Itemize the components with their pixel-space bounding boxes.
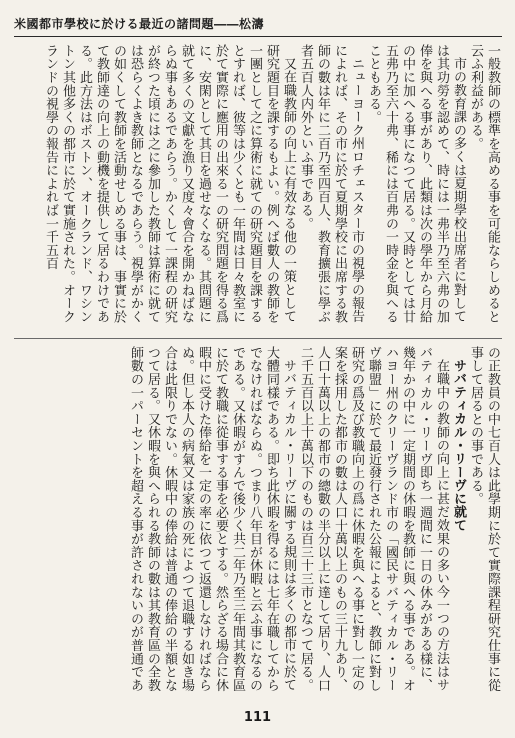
paragraph: 一般教師の標準を高める事を可能ならしめると云ふ利益がある。 [468, 44, 500, 324]
lower-text-block [13, 346, 501, 696]
paragraph: ニューヨーク州ロチェスター市の視學の報告によれば、その市に於て夏期學校に出席する教師の數は年に二百乃至四百人、教育擴張に學ぶ者五百人内外といふ事である。 [298, 44, 364, 324]
paragraph: の正教員の中七百人は此學期に於て實際課程研究仕事に從事して居るとの事である。 [468, 346, 500, 692]
paragraph: 在職中の教師の向上に甚だ效果の多い今一つの方法はサバティカル・リーヴ即ち一週間に一日の休みがある樣に、幾年かの中に一定期間の休暇を教師に與へる事である。オハヨー州のクリーヴランド市の「國民サバティカル・リーヴ聯盟」に於て最近發行された公報によると、教師に對し研究の爲及び教職向上の爲に休暇を與へる事に對し一定の案を採用した都市の數は人口十萬以上のもの三十九あり、人口十萬以上の都市の總數の半分以上に達して居り、人口二千五百以上十萬以下のものは百三十三市となつて居る。 [298, 346, 449, 692]
section-divider [14, 338, 502, 339]
paragraph: 又在職教師の向上に有效なる他の一策として研究題目を課するもよい。例へば數人の教師を一團として之に算術に就ての研究題目を課するとすれば、彼等は少くとも一年間は日々教室に於て實際に應用の出來る一の研究問題を得る爲に、安閑として其日を過せなくなる。其問題に就て多くの文獻を漁り又度々會合を開かねばならぬ事もあるであらう。かくして一課程の研究が終つた頃には之に參加した教師は算術に就ては恐らくよき教師となるであらう。視學がかくの如くして教師を活動せしめる事は、事實に於て教師達の向上の動機を提供して居るわけである。此方法はボストン、オークランド、ワシントン其他多くの都市に於て實施された。オークランドの視學の報告によれば一千五百 [43, 44, 296, 324]
page-number: 111 [243, 710, 272, 725]
paragraph: 市の教育課の多くは夏期學校出席者に對しては其功勞を認めて、時には一弗半乃至六弗の加俸を與へる事があり、此類は次の學年から月給の中に加へる事になつて居る。又時としては廿五弗乃至六十弗、稀には百弗の一時金を與へることもある。 [366, 44, 466, 324]
upper-text-block [13, 44, 501, 334]
running-header [14, 10, 502, 37]
running-header-title: 米國都市學校に於ける最近の諸問題――松濤 [14, 16, 265, 31]
paragraph: サバティカル・リーヴに關する規則は多くの都市に於て大體同樣である。即ち此休暇を得るには七年在職してからでなければならぬ。つまり八年目が休暇と云ふ事になるのである。又休暇がすんで後少く共二年乃至三年間其教育區に於て教職に從事する事を必要とする。然らざる場合に休暇中に受けた俸給を一定の率に依つて返還しなければならぬ。但し本人の病氣又は家族の死によつて退職する如き場合は此限りでない。休暇中の俸給は普通の俸給の半額となつて居る。又休暇を與へられる教師の數は其教育區の全教師數の一パーセントを超える事が許されないのが普通であ [128, 346, 296, 692]
section-heading: サバティカル・リーヴに就て [451, 359, 466, 532]
